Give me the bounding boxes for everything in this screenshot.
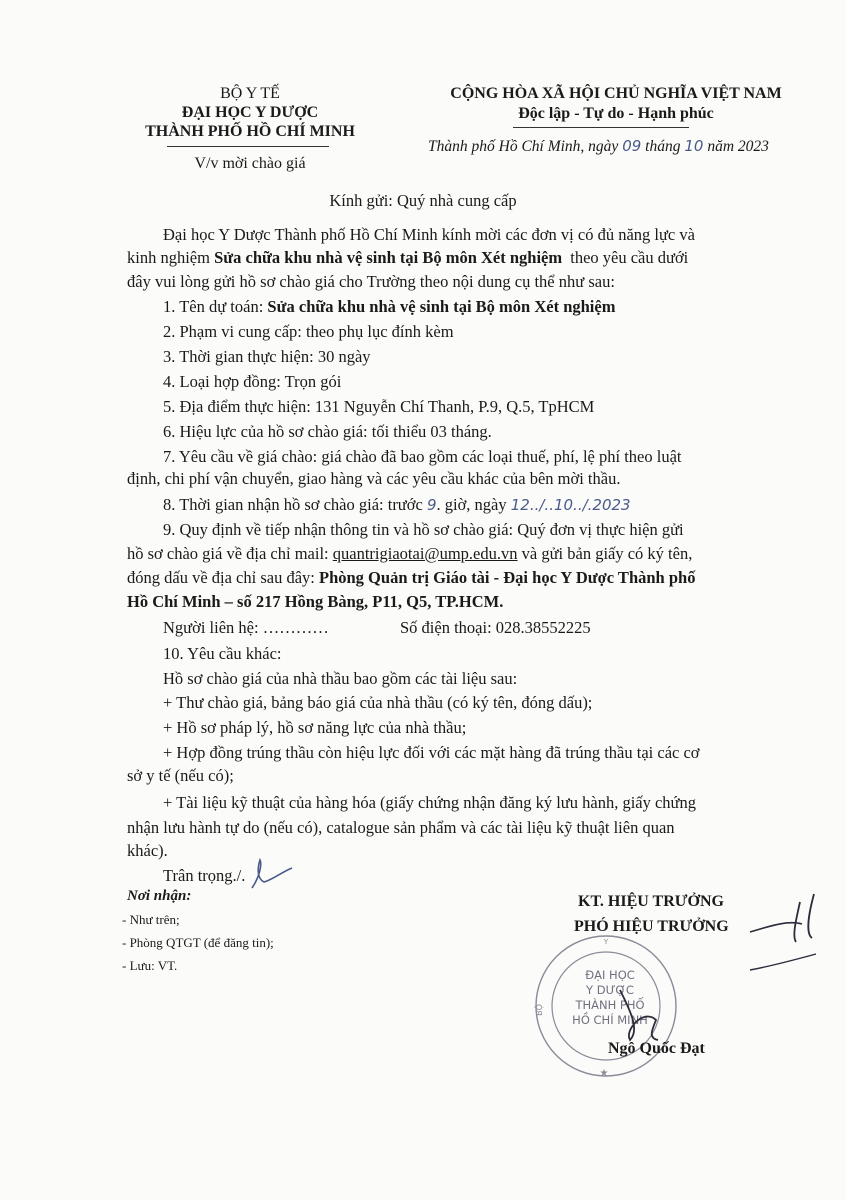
item-10: 10. Yêu cầu khác: — [163, 644, 282, 663]
svg-text:Y: Y — [603, 938, 609, 946]
doc-3-line-2: sở y tế (nếu có); — [127, 766, 234, 785]
contact-person: Người liên hệ: ………… — [163, 618, 329, 637]
date-prefix: Thành phố Hồ Chí Minh, ngày — [428, 138, 619, 155]
project-name: Sửa chữa khu nhà vệ sinh tại Bộ môn Xét nghiệm — [214, 248, 563, 267]
ministry-name: BỘ Y TẾ — [220, 85, 280, 102]
contact-phone: Số điện thoại: 028.38552225 — [400, 618, 591, 637]
recipient-item-2: - Phòng QTGT (để đăng tin); — [122, 935, 274, 950]
document-subject: V/v mời chào giá — [194, 155, 306, 172]
signature-title-2: PHÓ HIỆU TRƯỞNG — [574, 918, 729, 935]
deadline-hour: 9 — [426, 496, 437, 514]
doc-4-line-3: khác). — [127, 841, 168, 860]
docs-intro: Hồ sơ chào giá của nhà thầu bao gồm các tài liệu sau: — [163, 669, 518, 688]
item-5: 5. Địa điểm thực hiện: 131 Nguyễn Chí Thanh, P.9, Q.5, TpHCM — [163, 397, 595, 416]
item-6: 6. Hiệu lực của hồ sơ chào giá: tối thiểu 03 tháng. — [163, 422, 492, 441]
svg-text:★: ★ — [599, 1068, 609, 1079]
national-motto: Độc lập - Tự do - Hạnh phúc — [518, 105, 714, 122]
recipient-item-1: - Như trên; — [122, 912, 180, 927]
svg-text:BỘ: BỘ — [535, 1004, 544, 1016]
initial-mark-icon — [246, 856, 296, 892]
intro-line-1: Đại học Y Dược Thành phố Hồ Chí Minh kính mời các đơn vị có đủ năng lực và — [163, 225, 695, 244]
item-9-line-4: Hồ Chí Minh – số 217 Hồng Bàng, P11, Q5, TP.HCM. — [127, 592, 504, 611]
signer-name: Ngô Quốc Đạt — [608, 1040, 705, 1057]
recipient-item-3: - Lưu: VT. — [122, 958, 178, 973]
header-right-rule — [513, 127, 689, 128]
university-name-line2: THÀNH PHỐ HỒ CHÍ MINH — [145, 123, 355, 140]
item-9-line-2: hồ sơ chào giá về địa chỉ mail: quantrigiaotai@ump.edu.vn và gửi bản giấy có ký tên, — [127, 544, 693, 563]
item-4: 4. Loại hợp đồng: Trọn gói — [163, 372, 342, 391]
seal-text: ĐẠI HỌC Y DƯỢC THÀNH PHỐ HỒ CHÍ MINH — [572, 968, 648, 1027]
item-8: 8. Thời gian nhận hồ sơ chào giá: trước 9. giờ, ngày 12../..10../.2023 — [163, 495, 631, 514]
item-2: 2. Phạm vi cung cấp: theo phụ lục đính kèm — [163, 322, 454, 341]
signature-title-1: KT. HIỆU TRƯỞNG — [578, 893, 724, 910]
contact-email-link[interactable]: quantrigiaotai@ump.edu.vn — [332, 544, 518, 563]
item-7-line-2: định, chi phí vận chuyển, giao hàng và các yêu cầu khác của bên mời thầu. — [127, 469, 621, 488]
intro-line-2: kinh nghiệm Sửa chữa khu nhà vệ sinh tại Bộ môn Xét nghiệm theo yêu cầu dưới — [127, 248, 689, 267]
recipients-title: Nơi nhận: — [127, 888, 192, 904]
date-month: 10 — [684, 137, 704, 155]
nation-title: CỘNG HÒA XÃ HỘI CHỦ NGHĨA VIỆT NAM — [450, 85, 782, 102]
intro-line-3: đây vui lòng gửi hồ sơ chào giá cho Trường theo nội dung cụ thể như sau: — [127, 272, 615, 291]
document-date — [428, 137, 769, 156]
item-9-line-3: đóng dấu về địa chỉ sau đây: Phòng Quản trị Giáo tài - Đại học Y Dược Thành phố — [127, 568, 696, 587]
deadline-date: 12../..10../.2023 — [510, 496, 631, 514]
date-month-label: tháng — [645, 138, 681, 155]
doc-2: + Hồ sơ pháp lý, hồ sơ năng lực của nhà thầu; — [163, 718, 467, 737]
date-day: 09 — [622, 137, 642, 155]
item-1: 1. Tên dự toán: Sửa chữa khu nhà vệ sinh tại Bộ môn Xét nghiệm — [163, 297, 616, 316]
header-left — [130, 84, 370, 141]
item-9-line-1: 9. Quy định về tiếp nhận thông tin và hồ sơ chào giá: Quý đơn vị thực hiện gửi — [163, 520, 684, 539]
doc-3-line-1: + Hợp đồng trúng thầu còn hiệu lực đối với các mặt hàng đã trúng thầu tại các cơ — [163, 743, 700, 762]
date-year: năm 2023 — [707, 138, 769, 155]
doc-4-line-2: nhận lưu hành tự do (nếu có), catalogue sản phẩm và các tài liệu kỹ thuật liên quan — [127, 818, 675, 837]
item-3: 3. Thời gian thực hiện: 30 ngày — [163, 347, 371, 366]
doc-4-line-1: + Tài liệu kỹ thuật của hàng hóa (giấy chứng nhận đăng ký lưu hành, giấy chứng — [163, 793, 696, 812]
handwritten-signature-icon — [600, 880, 836, 1060]
header-left-rule — [167, 146, 329, 147]
closing-text: Trân trọng./. — [163, 866, 246, 885]
university-name-line1: ĐẠI HỌC Y DƯỢC — [181, 104, 319, 121]
recipient-line: Kính gửi: Quý nhà cung cấp — [329, 191, 517, 210]
delivery-address: Hồ Chí Minh – số 217 Hồng Bàng, P11, Q5, TP.HCM — [127, 592, 500, 611]
doc-1: + Thư chào giá, bảng báo giá của nhà thầu (có ký tên, đóng dấu); — [163, 693, 593, 712]
item-7-line-1: 7. Yêu cầu về giá chào: giá chào đã bao gồm các loại thuế, phí, lệ phí theo luật — [163, 447, 682, 466]
